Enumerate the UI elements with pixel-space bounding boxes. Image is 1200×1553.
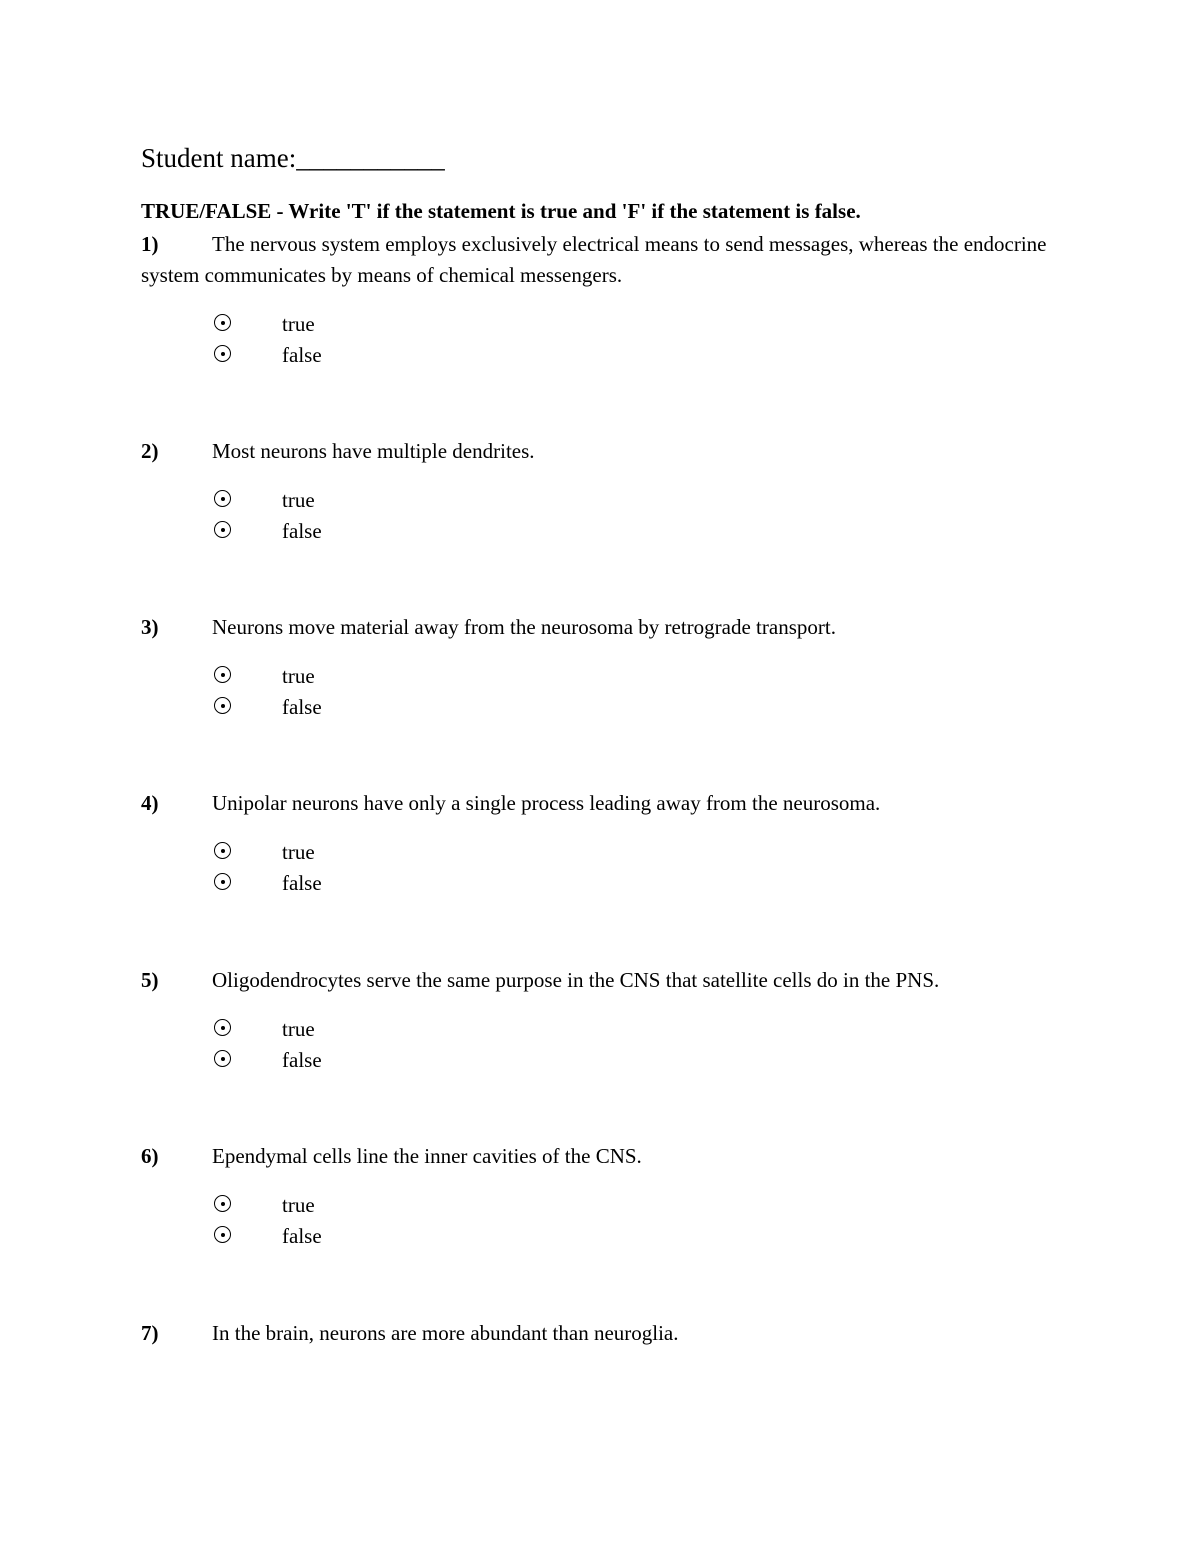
question-number: 7) xyxy=(141,1321,159,1345)
question-6 xyxy=(141,1141,1071,1252)
question-text: Oligodendrocytes serve the same purpose in the CNS that satellite cells do in the PNS. xyxy=(212,968,940,992)
radio-button-icon[interactable] xyxy=(214,1019,231,1036)
radio-button-icon[interactable] xyxy=(214,345,231,362)
radio-button-icon[interactable] xyxy=(214,873,231,890)
answer-options xyxy=(212,661,1142,723)
answer-options xyxy=(212,837,1142,899)
question-number: 5) xyxy=(141,968,159,992)
radio-button-icon[interactable] xyxy=(214,697,231,714)
option-true[interactable] xyxy=(212,1014,1142,1045)
option-label: true xyxy=(282,1193,315,1217)
radio-button-icon[interactable] xyxy=(214,521,231,538)
instructions: TRUE/FALSE - Write 'T' if the statement is true and 'F' if the statement is false. xyxy=(141,199,861,223)
option-true[interactable] xyxy=(212,309,1142,340)
question-text-block xyxy=(141,436,1071,467)
question-2 xyxy=(141,436,1071,547)
radio-button-icon[interactable] xyxy=(214,314,231,331)
radio-button-icon[interactable] xyxy=(214,1226,231,1243)
question-text-block xyxy=(141,1318,1071,1349)
question-1 xyxy=(141,229,1071,371)
question-number: 3) xyxy=(141,615,159,639)
option-false[interactable] xyxy=(212,1045,1142,1076)
option-label: true xyxy=(282,488,315,512)
question-5 xyxy=(141,965,1071,1076)
option-label: true xyxy=(282,312,315,336)
answer-options xyxy=(212,1014,1142,1076)
question-text: Most neurons have multiple dendrites. xyxy=(212,439,535,463)
question-number: 2) xyxy=(141,439,159,463)
question-text: In the brain, neurons are more abundant than neuroglia. xyxy=(212,1321,679,1345)
radio-button-icon[interactable] xyxy=(214,842,231,859)
option-label: true xyxy=(282,664,315,688)
option-label: false xyxy=(282,519,322,543)
option-true[interactable] xyxy=(212,1190,1142,1221)
answer-options xyxy=(212,1190,1142,1252)
question-text: The nervous system employs exclusively electrical means to send messages, whereas the endocrine system communicates by means of chemical messengers. xyxy=(141,232,1047,287)
question-text: Unipolar neurons have only a single process leading away from the neurosoma. xyxy=(212,791,881,815)
option-false[interactable] xyxy=(212,516,1142,547)
question-3 xyxy=(141,612,1071,723)
question-text-block xyxy=(141,229,1071,291)
question-number: 6) xyxy=(141,1144,159,1168)
radio-button-icon[interactable] xyxy=(214,490,231,507)
option-label: false xyxy=(282,343,322,367)
option-label: false xyxy=(282,871,322,895)
option-label: true xyxy=(282,840,315,864)
question-text-block xyxy=(141,1141,1071,1172)
answer-options xyxy=(212,309,1142,371)
radio-button-icon[interactable] xyxy=(214,666,231,683)
question-text-block xyxy=(141,612,1071,643)
option-true[interactable] xyxy=(212,661,1142,692)
question-number: 4) xyxy=(141,791,159,815)
option-false[interactable] xyxy=(212,868,1142,899)
radio-button-icon[interactable] xyxy=(214,1050,231,1067)
option-label: false xyxy=(282,1224,322,1248)
option-false[interactable] xyxy=(212,340,1142,371)
student-name-label: Student name:___________ xyxy=(141,143,445,173)
question-text: Ependymal cells line the inner cavities of the CNS. xyxy=(212,1144,642,1168)
option-label: false xyxy=(282,1048,322,1072)
question-text-block xyxy=(141,788,1071,819)
radio-button-icon[interactable] xyxy=(214,1195,231,1212)
option-false[interactable] xyxy=(212,1221,1142,1252)
option-true[interactable] xyxy=(212,837,1142,868)
question-text: Neurons move material away from the neurosoma by retrograde transport. xyxy=(212,615,836,639)
question-4 xyxy=(141,788,1071,899)
option-label: true xyxy=(282,1017,315,1041)
answer-options xyxy=(212,485,1142,547)
question-number: 1) xyxy=(141,232,159,256)
option-label: false xyxy=(282,695,322,719)
question-7 xyxy=(141,1318,1071,1349)
question-text-block xyxy=(141,965,1071,996)
option-false[interactable] xyxy=(212,692,1142,723)
option-true[interactable] xyxy=(212,485,1142,516)
